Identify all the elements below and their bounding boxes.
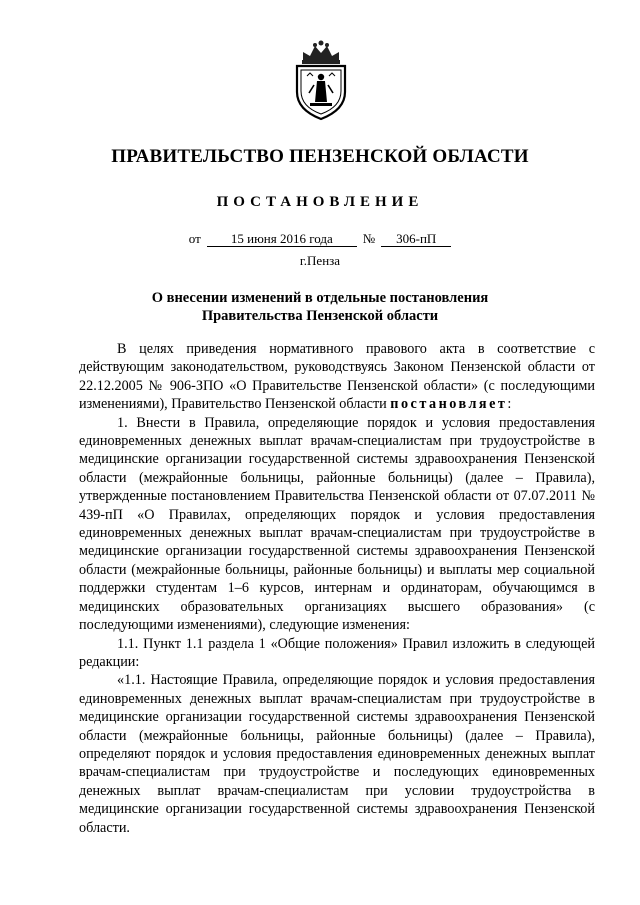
date-number-line (0, 231, 640, 247)
number-sign: № (362, 231, 376, 246)
paragraph-1-1: 1.1. Пункт 1.1 раздела 1 «Общие положения» Правил изложить в следующей редакции: (79, 635, 595, 670)
organization-name: ПРАВИТЕЛЬСТВО ПЕНЗЕНСКОЙ ОБЛАСТИ (111, 146, 529, 167)
date-prefix: от (188, 231, 201, 246)
document-title (0, 289, 640, 325)
paragraph-preamble (79, 340, 595, 414)
document-type: ПОСТАНОВЛЕНИЕ (216, 194, 424, 210)
document-date: 15 июня 2016 года (207, 232, 357, 247)
resolution-keyword: постановляет (390, 396, 508, 413)
coat-of-arms-icon (290, 40, 352, 122)
paragraph-quoted-1-1: «1.1. Настоящие Правила, определяющие порядок и условия предоставления единовременных денежных выплат врачам-специалистам при трудоустройстве в медицинские организации государственной системы здравоохранения Пензенской области (межрайонные больницы, районные больницы) (далее – Правила), определяют порядок и условия предоставления единовременных денежных выплат врачам-специалистам при трудоустройстве и последующих единовременных денежных выплат врачам-специалистам при условии трудоустройства в медицинские организации государственной системы здравоохранения Пензенской области. (79, 672, 595, 836)
preamble-text: В целях приведения нормативного правового акта в соответствие с действующим законодательством, руководствуясь Законом Пензенской области от 22.12.2005 № 906-ЗПО «О Правительстве Пензенской области» (с последующими изменениями), Правительство Пензенской области (79, 341, 595, 413)
preamble-end: : (507, 396, 512, 413)
document-number: 306-пП (381, 232, 451, 247)
paragraph-1: 1. Внести в Правила, определяющие порядок и условия предоставления единовременных денежных выплат врачам-специалистам при трудоустройстве в медицинские организации государственной системы здравоохранения Пензенской области (межрайонные больницы, районные больницы) (далее – Правила), утвержденные постановлением Правительства Пензенской области от 07.07.2011 № 439-пП «О Правилах, определяющих порядок и условия предоставления единовременных денежных выплат врачам-специалистам при трудоустройстве в медицинские организации государственной системы здравоохранения Пензенской области (межрайонные больницы, районные больницы) и выплаты мер социальной поддержки студентам 1–6 курсов, интернам и ординаторам, обучающимся в медицинских образовательных организациях высшего образования» (с последующими изменениями), следующие изменения: (79, 414, 595, 634)
title-line-1: О внесении изменений в отдельные постановления (151, 290, 489, 306)
city: г.Пенза (299, 253, 341, 268)
document-body (79, 340, 595, 837)
title-line-2: Правительства Пензенской области (201, 308, 439, 324)
